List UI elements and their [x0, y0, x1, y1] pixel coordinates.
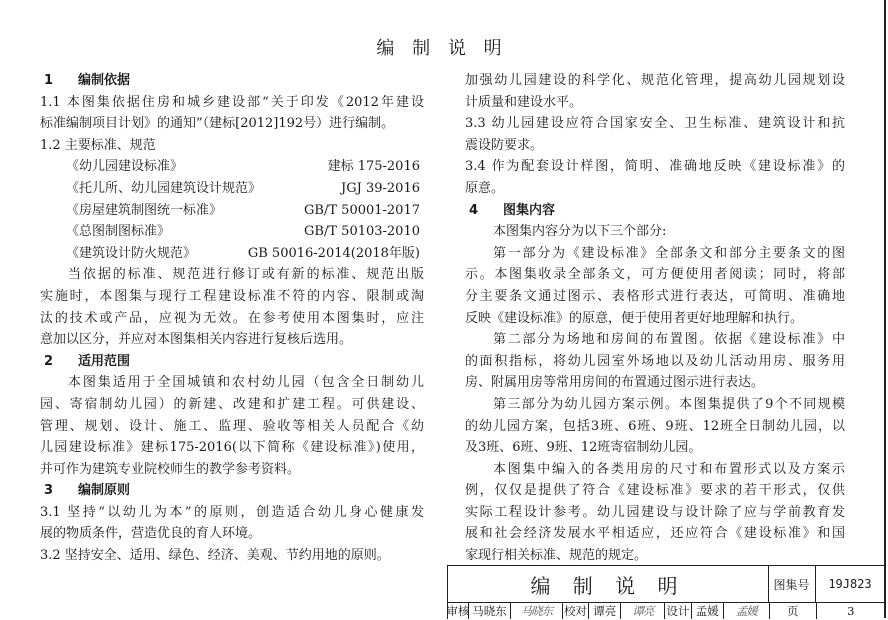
section-number: 4 — [469, 202, 479, 218]
paragraph-line: 本图集内容分为以下三个部分: — [493, 224, 667, 240]
paragraph-line: 3.2 坚持安全、适用、绿色、经济、美观、节约用地的原则。 — [40, 548, 390, 564]
checker-name: 谭亮 — [589, 602, 621, 619]
standard-code: GB/T 50103-2010 — [304, 224, 420, 240]
page-label: 页 — [770, 602, 817, 619]
paragraph-line: 1.2 主要标准、规范 — [40, 137, 156, 153]
paragraph-line: 原意。 — [465, 180, 505, 196]
standard-code: GB/T 50001-2017 — [304, 202, 420, 218]
standard-reference — [40, 178, 424, 200]
paragraph-line: 第二部分为场地和房间的布置图。依据《建设标准》中 — [493, 332, 845, 348]
paragraph-line: 震设防要求。 — [465, 137, 544, 153]
paragraph-line: 1.1 本图集依据住房和城乡建设部“关于印发《2012年建设 — [40, 94, 424, 110]
standard-name: 《幼儿园建设标准》 — [66, 159, 184, 175]
standard-reference — [40, 243, 424, 265]
paragraph-line: 汰的技术或产品，应视为无效。在参考使用本图集时，应注 — [40, 310, 424, 326]
paragraph-line: 3.3 幼儿园建设应符合国家安全、卫生标准、建筑设计和抗 — [465, 116, 845, 132]
paragraph-line: 家现行相关标准、规范的规定。 — [465, 548, 648, 564]
paragraph-line: 的幼儿园方案，包括3班、6班、9班、12班全日制幼儿园，以 — [465, 418, 845, 434]
paragraph-line: 例，仅仅是提供了符合《建设标准》要求的若干形式，仅供 — [465, 483, 845, 499]
standard-code: GB 50016-2014(2018年版) — [247, 245, 420, 261]
paragraph-line: 第一部分为《建设标准》全部条文和部分主要条文的图 — [493, 245, 845, 261]
page-number: 3 — [847, 603, 855, 618]
paragraph-line: 标准编制项目计划》的通知”（建标[2012]192号）进行编制。 — [40, 116, 395, 132]
standard-reference — [40, 200, 424, 222]
paragraph-line: 儿园建设标准》建标175-2016(以下简称《建设标准》)使用， — [40, 440, 424, 456]
section-number: 1 — [44, 73, 54, 88]
paragraph-line: 当依据的标准、规范进行修订或有新的标准、规范出版 — [68, 267, 424, 283]
paragraph-line: 意加以区分，并应对本图集相关内容进行复核后选用。 — [40, 332, 353, 348]
paragraph-line: 管理、规划、设计、施工、监理、验收等相关人员配合《幼 — [40, 418, 424, 434]
paragraph-line: 展的物质条件，营造优良的育人环境。 — [40, 526, 262, 542]
standard-code: JGJ 39-2016 — [341, 180, 420, 196]
paragraph-line: 3.4 作为配套设计样图，简明、准确地反映《建设标准》的 — [465, 159, 845, 175]
title-block-title: 编 制 说 明 — [448, 566, 769, 602]
paragraph-line: 第三部分为幼儿园方案示例。本图集提供了9个不同规模 — [493, 396, 845, 412]
paragraph-line: 计质量和建设水平。 — [465, 94, 583, 110]
atlas-number-label: 图集号 — [768, 566, 816, 602]
checker-signature: 谭亮 — [621, 602, 665, 619]
paragraph-line: 反映《建设标准》的原意，便于使用者更好地理解和执行。 — [465, 310, 804, 326]
section-title: 编制依据 — [78, 73, 131, 88]
paragraph-line: 本图集中编入的各类用房的尺寸和布置形式以及方案示 — [493, 461, 845, 477]
left-text-column — [40, 70, 424, 567]
paragraph-line: 并可作为建筑专业院校师生的教学参考资料。 — [40, 461, 301, 477]
check-label: 校对 — [563, 602, 589, 619]
atlas-number-value: 19J823 — [828, 577, 872, 591]
paragraph-line: 及3班、6班、9班、12班寄宿制幼儿园。 — [465, 440, 702, 456]
standard-code: 建标 175-2016 — [327, 159, 420, 175]
section-heading — [40, 480, 424, 502]
paragraph-line: 园、寄宿制幼儿园）的新建、改建和扩建工程。可供建设、 — [40, 396, 424, 412]
standard-name: 《托儿所、幼儿园建筑设计规范》 — [66, 180, 262, 196]
section-title: 图集内容 — [503, 202, 556, 218]
paragraph-line: 分主要条文通过图示、表格形式进行表达，可简明、准确地 — [465, 288, 845, 304]
review-label: 审核 — [446, 603, 470, 618]
section-heading — [40, 70, 424, 92]
title-block-top-row — [448, 566, 885, 603]
section-number: 2 — [44, 353, 54, 369]
title-block — [447, 565, 885, 619]
paragraph-line: 加强幼儿园建设的科学化、规范化管理，提高幼儿园规划设 — [465, 73, 845, 88]
paragraph-line: 实施时，本图集与现行工程建设标准不符的内容、限制或淘 — [40, 288, 424, 304]
paragraph-line: 3.1 坚持“以幼儿为本”的原则，创造适合幼儿身心健康发 — [40, 504, 424, 520]
section-title: 编制原则 — [78, 483, 131, 499]
section-number: 3 — [44, 483, 54, 499]
standard-name: 《总图制图标准》 — [66, 224, 171, 240]
standard-name: 《房屋建筑制图统一标准》 — [66, 202, 223, 218]
right-text-column — [465, 70, 845, 567]
design-label: 设计 — [665, 602, 691, 619]
designer-name: 孟媛 — [692, 602, 724, 619]
standard-name: 《建筑设计防火规范》 — [66, 245, 197, 261]
section-title: 适用范围 — [78, 353, 131, 369]
paragraph-line: 的面积指标，将幼儿园室外场地以及幼儿活动用房、服务用 — [465, 353, 845, 369]
section-heading — [40, 351, 424, 373]
reviewer-signature: 马晓东 — [511, 602, 563, 619]
paragraph-line: 本图集适用于全国城镇和农村幼儿园（包含全日制幼儿 — [68, 375, 424, 391]
paragraph-line: 示。本图集收录全部条文，可方便使用者阅读；同时，将部 — [465, 267, 845, 283]
standard-reference — [40, 221, 424, 243]
paragraph-line: 房、附属用房等常用房间的布置通过图示进行表达。 — [465, 375, 765, 391]
page-title: 编 制 说 明 — [376, 38, 508, 59]
paragraph-line: 实际工程设计参考。幼儿园建设与设计除了应与学前教育发 — [465, 504, 845, 520]
section-heading — [465, 200, 845, 222]
reviewer-name: 马晓东 — [469, 602, 511, 619]
paragraph-line: 展和社会经济发展水平相适应，还应符合《建设标准》和国 — [465, 526, 845, 542]
title-block-sign-row — [448, 602, 885, 619]
designer-signature: 孟媛 — [724, 602, 770, 619]
standard-reference — [40, 156, 424, 178]
